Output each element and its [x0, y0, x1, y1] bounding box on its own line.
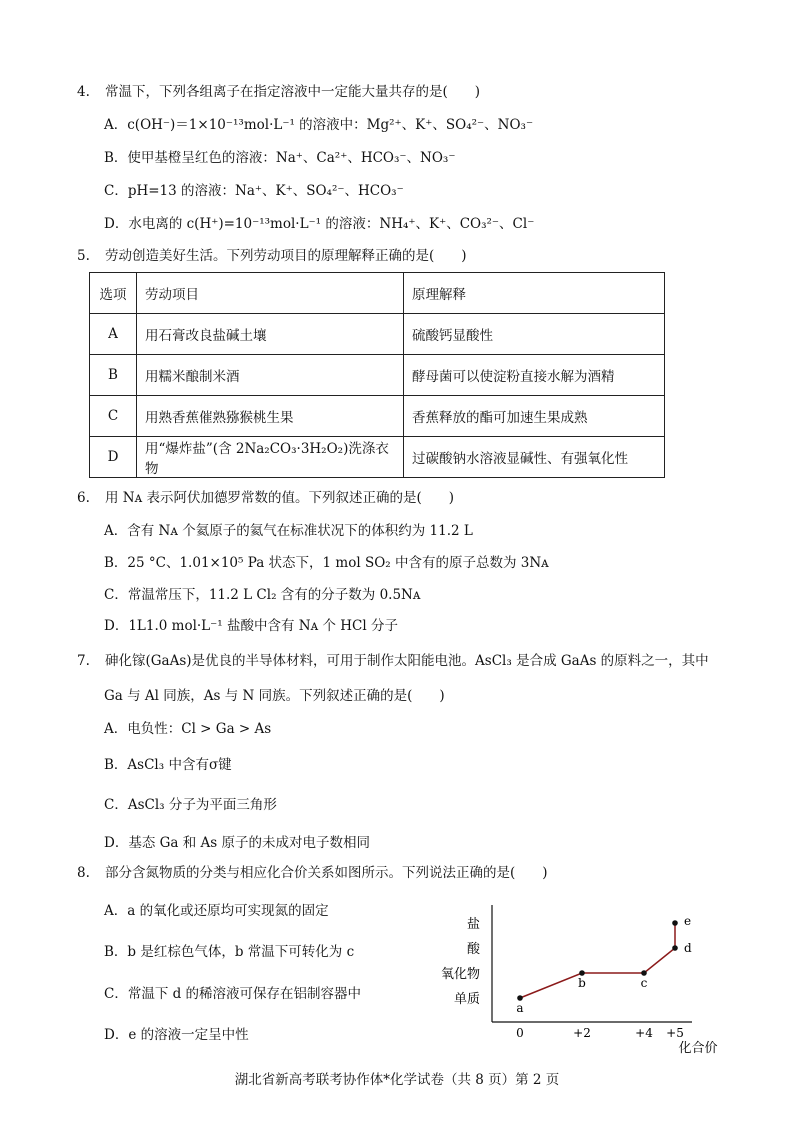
q5-stem: [77, 246, 467, 266]
table-header-cell: 选项: [90, 273, 137, 314]
table-cell: 用“爆炸盐”(含 2Na₂CO₃·3H₂O₂)洗涤衣物: [137, 437, 404, 478]
table-row: [90, 437, 665, 478]
q7-stem-line1: [77, 651, 709, 671]
data-point: [672, 920, 678, 926]
q7-option-a: A．电负性：Cl > Ga > As: [104, 721, 272, 737]
q8-option-b: B．b 是红棕色气体，b 常温下可转化为 c: [104, 944, 355, 960]
q7-stem-line2: Ga 与 Al 同族，As 与 N 同族。下列叙述正确的是( ): [104, 688, 445, 704]
table-cell: D: [90, 437, 137, 478]
data-point-label: a: [516, 1001, 524, 1015]
q8-option-d: D．e 的溶液一定呈中性: [104, 1027, 249, 1043]
q7-stem-text: 砷化镓(GaAs)是优良的半导体材料，可用于制作太阳能电池。AsCl₃ 是合成 GaAs 的原料之一，其中: [105, 653, 709, 669]
data-point-label: c: [640, 976, 648, 990]
x-tick-label: 0: [516, 1026, 524, 1040]
data-point: [672, 945, 678, 951]
data-point: [641, 970, 647, 976]
q4-option-b: B．使甲基橙呈红色的溶液：Na⁺、Ca²⁺、HCO₃⁻、NO₃⁻: [104, 150, 456, 166]
chart-marks: [441, 914, 718, 1056]
q5-table: [89, 272, 665, 478]
table-row: [90, 314, 665, 355]
q6-option-d: D．1L1.0 mol·L⁻¹ 盐酸中含有 Nᴀ 个 HCl 分子: [104, 618, 398, 634]
table-header-cell: 劳动项目: [137, 273, 404, 314]
q7-option-d: D．基态 Ga 和 As 原子的未成对电子数相同: [104, 835, 370, 851]
q5-number: 5.: [77, 248, 90, 264]
page-footer: 湖北省新高考联考协作体*化学试卷（共 8 页）第 2 页: [234, 1072, 560, 1088]
data-point-label: d: [684, 941, 692, 955]
q4-stem: [77, 82, 480, 102]
table-row: [90, 355, 665, 396]
x-tick-label: +4: [635, 1026, 653, 1040]
q4-option-a: A．c(OH⁻)＝1×10⁻¹³mol·L⁻¹ 的溶液中：Mg²⁺、K⁺、SO₄²⁻、NO₃⁻: [104, 117, 534, 133]
y-category-label: 单质: [453, 992, 480, 1007]
q7-number: 7.: [77, 653, 90, 669]
q8-stem: [77, 863, 548, 883]
q6-option-c: C．常温常压下，11.2 L Cl₂ 含有的分子数为 0.5Nᴀ: [104, 587, 421, 603]
q6-option-b: B．25 °C、1.01×10⁵ Pa 状态下，1 mol SO₂ 中含有的原子总数为 3Nᴀ: [104, 555, 549, 571]
table-cell: 用熟香蕉催熟猕猴桃生果: [137, 396, 404, 437]
q4-option-d: D．水电离的 c(H⁺)=10⁻¹³mol·L⁻¹ 的溶液：NH₄⁺、K⁺、CO₃²⁻、Cl⁻: [104, 216, 535, 232]
data-point-label: b: [578, 976, 586, 990]
q8-option-a: A．a 的氧化或还原均可实现氮的固定: [104, 903, 329, 919]
q8-number: 8.: [77, 865, 90, 881]
table-header-cell: 原理解释: [404, 273, 665, 314]
table-cell: 用糯米酿制米酒: [137, 355, 404, 396]
q8-option-c: C．常温下 d 的稀溶液可保存在铝制容器中: [104, 986, 362, 1002]
y-category-label: 酸: [466, 942, 480, 957]
q6-number: 6.: [77, 490, 90, 506]
table-row: [90, 396, 665, 437]
table-header-row: [90, 273, 665, 314]
table-cell: 酵母菌可以使淀粉直接水解为酒精: [404, 355, 665, 396]
table-cell: 用石膏改良盐碱土壤: [137, 314, 404, 355]
x-tick-label: +2: [573, 1026, 591, 1040]
q4-stem-text: 常温下，下列各组离子在指定溶液中一定能大量共存的是( ): [105, 84, 481, 100]
q4-number: 4.: [77, 84, 90, 100]
data-point-label: e: [684, 914, 692, 928]
table-cell: B: [90, 355, 137, 396]
x-axis-label: 化合价: [678, 1041, 718, 1056]
data-point: [517, 995, 523, 1001]
series-line: [520, 923, 675, 998]
data-point: [579, 970, 585, 976]
table-cell: A: [90, 314, 137, 355]
y-category-label: 盐: [466, 917, 480, 932]
q7-option-b: B．AsCl₃ 中含有σ键: [104, 757, 232, 773]
table-cell: 香蕉释放的酯可加速生果成熟: [404, 396, 665, 437]
q6-stem-text: 用 Nᴀ 表示阿伏加德罗常数的值。下列叙述正确的是( ): [105, 490, 455, 506]
y-category-label: 氧化物: [440, 967, 480, 982]
table-cell: 过碳酸钠水溶液显碱性、有强氧化性: [404, 437, 665, 478]
x-tick-label: +5: [666, 1026, 684, 1040]
q6-stem: [77, 488, 454, 508]
q4-option-c: C．pH=13 的溶液：Na⁺、K⁺、SO₄²⁻、HCO₃⁻: [104, 183, 404, 199]
q6-option-a: A．含有 Nᴀ 个氦原子的氦气在标准状况下的体积约为 11.2 L: [104, 523, 473, 539]
table-cell: 硫酸钙显酸性: [404, 314, 665, 355]
q5-stem-text: 劳动创造美好生活。下列劳动项目的原理解释正确的是( ): [105, 248, 467, 264]
q7-option-c: C．AsCl₃ 分子为平面三角形: [104, 797, 277, 813]
table-cell: C: [90, 396, 137, 437]
q8-stem-text: 部分含氮物质的分类与相应化合价关系如图所示。下列说法正确的是( ): [105, 865, 548, 881]
nitrogen-valence-chart: [440, 900, 740, 1060]
